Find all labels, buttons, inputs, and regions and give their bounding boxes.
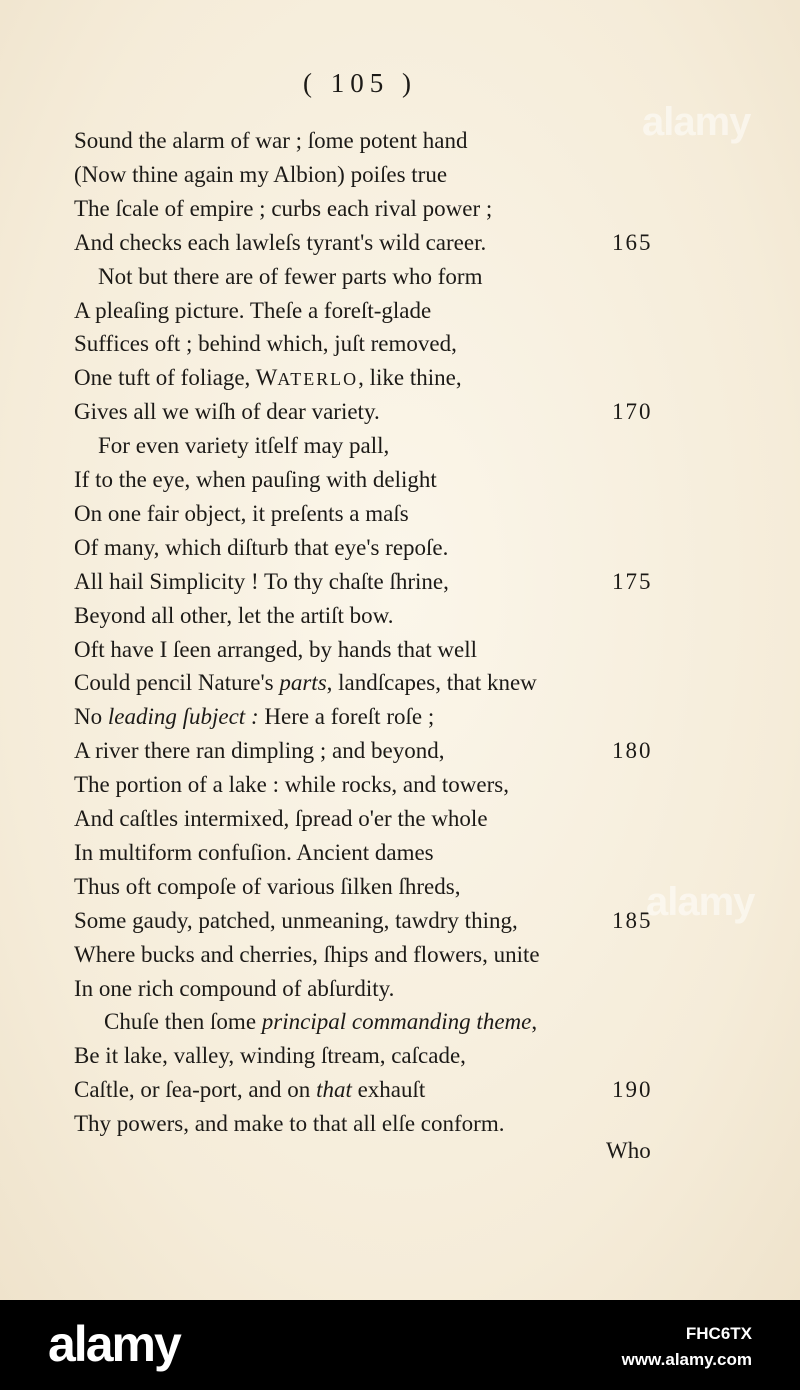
text-segment: W [255, 365, 278, 390]
verse-line [74, 1073, 425, 1107]
text-segment: Gives all we wiſh of dear variety. [74, 399, 380, 424]
italic-phrase: parts [279, 670, 327, 695]
line-number: 190 [612, 1077, 653, 1102]
verse-line-text [74, 976, 394, 1001]
image-id: FHC6TX [685, 1324, 752, 1343]
verse-line-text [74, 637, 477, 662]
verse-line-text [74, 467, 437, 492]
verse-line [74, 836, 434, 870]
verse-line [74, 192, 492, 226]
text-segment: Caſtle, or ſea-port, and on [74, 1077, 317, 1102]
text-segment: Beyond all other, let the artiſt bow. [74, 603, 394, 628]
verse-line [74, 734, 444, 768]
verse-line-text [74, 1043, 466, 1068]
italic-phrase: principal commanding theme [261, 1009, 532, 1034]
verse-line [74, 972, 394, 1006]
verse-line [74, 1039, 466, 1073]
text-segment: Some gaudy, patched, unmeaning, tawdry thing, [74, 908, 518, 933]
line-number: 165 [612, 230, 653, 255]
verse-line [74, 395, 380, 429]
text-segment: And checks each lawleſs tyrant's wild career. [74, 230, 487, 255]
verse-line-text [74, 806, 488, 831]
text-segment: Not but there are of fewer parts who form [98, 264, 483, 289]
text-segment: If to the eye, when pauſing with delight [74, 467, 437, 492]
text-segment: Oft have I ſeen arranged, by hands that well [74, 637, 477, 662]
verse-line-text [74, 840, 434, 865]
text-segment: ATERLO [277, 369, 359, 389]
verse-line [74, 870, 460, 904]
verse-line-text [74, 738, 444, 763]
verse-line [74, 599, 394, 633]
stock-logo: alamy [48, 1316, 180, 1372]
verse-line [98, 429, 389, 463]
text-segment: , like thine, [358, 365, 462, 390]
text-segment: All hail Simplicity ! To thy chaſte ſhrine, [74, 569, 449, 594]
text-segment: A river there ran dimpling ; and beyond, [74, 738, 445, 763]
line-number: 175 [612, 569, 653, 594]
verse-line [98, 260, 482, 294]
verse-line-text [74, 1111, 504, 1136]
text-segment: And caſtles intermixed, ſpread o'er the whole [74, 806, 488, 831]
verse-line [74, 700, 434, 734]
verse-line-text [74, 501, 409, 526]
verse-line-text [74, 569, 449, 594]
italic-phrase: that [316, 1077, 352, 1102]
verse-line [74, 904, 518, 938]
line-number: 180 [612, 738, 653, 763]
verse-line-text [74, 331, 457, 356]
verse-line [74, 327, 457, 361]
stock-url: www.alamy.com [621, 1350, 752, 1369]
verse-line [74, 1107, 504, 1141]
verse-line [74, 633, 477, 667]
text-segment: One tuft of foliage, [74, 365, 256, 390]
text-segment: , [531, 1009, 538, 1034]
verse-line-text [74, 196, 492, 221]
verse-line-text [74, 874, 460, 899]
italic-phrase: leading ſubject : [107, 704, 259, 729]
catchword: Who [606, 1138, 651, 1163]
verse-line [74, 565, 449, 599]
verse-line [74, 463, 437, 497]
text-segment: Thus oft compoſe of various ſilken ſhreds, [74, 874, 461, 899]
verse-line-text [74, 399, 380, 424]
verse-line-text [74, 298, 431, 323]
text-segment: The portion of a lake : while rocks, and towers, [74, 772, 509, 797]
text-segment: Thy powers, and make to that all elſe conform. [74, 1111, 505, 1136]
text-segment: Here a foreſt roſe ; [258, 704, 435, 729]
text-segment: , landſcapes, that knew [326, 670, 537, 695]
stock-footer-bar [0, 1300, 800, 1390]
text-segment: Suffices oft ; behind which, juſt removed, [74, 331, 457, 356]
text-segment: In one rich compound of abſurdity. [74, 976, 395, 1001]
verse-line-text [74, 603, 394, 628]
verse-line-text [98, 264, 482, 289]
verse-line [74, 361, 462, 395]
verse-line [74, 497, 409, 531]
verse-line [74, 768, 509, 802]
verse-line [74, 124, 467, 158]
text-segment: No [74, 704, 108, 729]
page-number: ( 105 ) [303, 68, 417, 98]
verse-line [74, 666, 537, 700]
text-segment: Sound the alarm of war ; ſome potent hand [74, 128, 468, 153]
verse-line-text [74, 772, 509, 797]
text-segment: Of many, which diſturb that eye's repoſe. [74, 535, 449, 560]
line-number: 170 [612, 399, 653, 424]
verse-line-text [74, 942, 540, 967]
verse-line-text [98, 433, 389, 458]
text-segment: Where bucks and cherries, ſhips and flowers, unite [74, 942, 540, 967]
verse-line-text [74, 365, 462, 390]
verse-line [104, 1005, 537, 1039]
verse-line [74, 938, 540, 972]
text-segment: Chuſe then ſome [104, 1009, 262, 1034]
line-number: 185 [612, 908, 653, 933]
verse-line-text [74, 128, 467, 153]
text-segment: On one fair object, it preſents a maſs [74, 501, 409, 526]
verse-line-text [104, 1009, 537, 1034]
text-segment: exhauſt [351, 1077, 426, 1102]
text-segment: In multiform confuſion. Ancient dames [74, 840, 434, 865]
verse-line [74, 802, 488, 836]
text-segment: The ſcale of empire ; curbs each rival power ; [74, 196, 493, 221]
verse-line-text [74, 670, 537, 695]
verse-line-text [74, 1077, 425, 1102]
verse-line [74, 226, 486, 260]
verse-line [74, 531, 448, 565]
verse-line-text [74, 908, 518, 933]
verse-line [74, 294, 431, 328]
verse-line-text [74, 535, 448, 560]
text-segment: Could pencil Nature's [74, 670, 280, 695]
watermark-logo: alamy [646, 880, 755, 924]
text-segment: A pleaſing picture. Theſe a foreſt-glade [74, 298, 432, 323]
text-segment: For even variety itſelf may pall, [98, 433, 390, 458]
verse-line-text [74, 162, 447, 187]
text-segment: Be it lake, valley, winding ſtream, caſcade, [74, 1043, 466, 1068]
verse-line [74, 158, 447, 192]
text-segment: (Now thine again my Albion) poiſes true [74, 162, 448, 187]
verse-line-text [74, 230, 486, 255]
watermark-logo: alamy [642, 100, 751, 144]
verse-line-text [74, 704, 434, 729]
